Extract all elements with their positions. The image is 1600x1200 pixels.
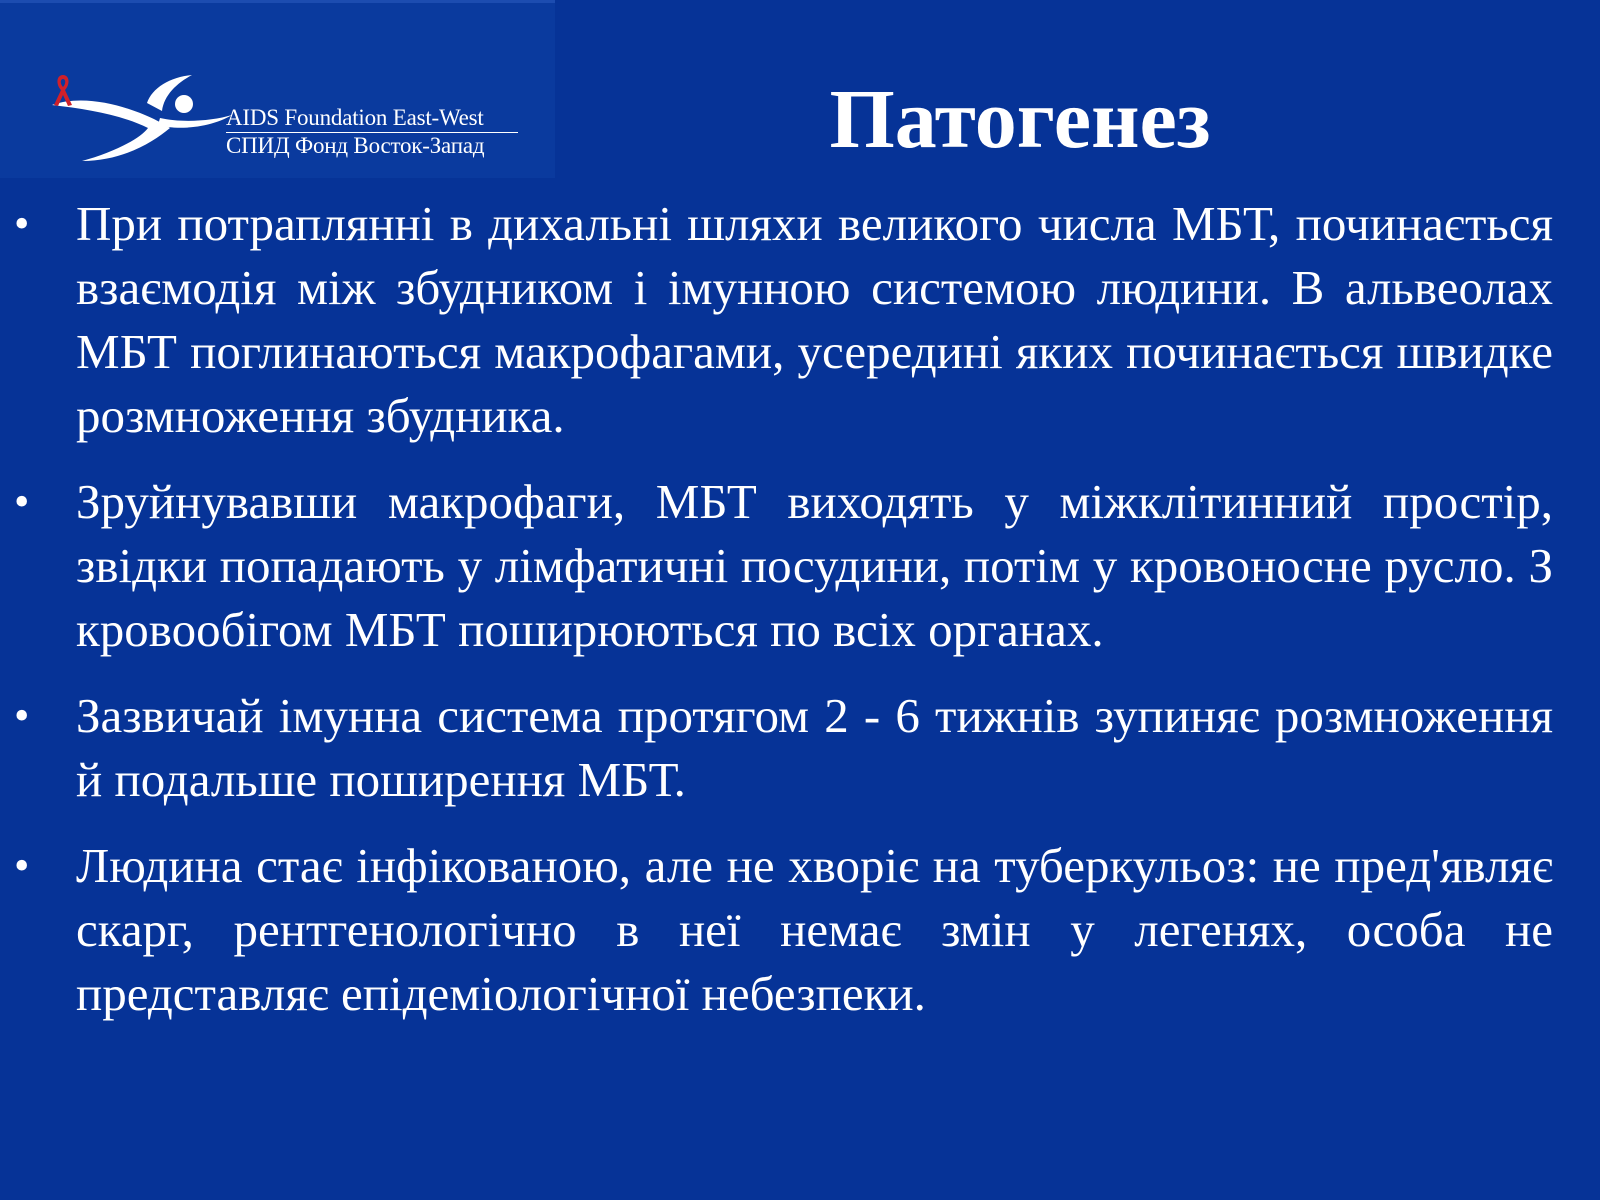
aids-foundation-logo-icon bbox=[52, 73, 232, 173]
bullet-text: Зазвичай імунна система протягом 2 - 6 тижнів зупиняє розмноження й подальше поширення МБТ. bbox=[76, 688, 1553, 807]
aids-foundation-logo bbox=[52, 73, 532, 173]
bullet-item bbox=[0, 192, 1600, 448]
bullet-marker: • bbox=[14, 691, 30, 740]
bullet-item bbox=[0, 684, 1600, 812]
bullet-list bbox=[0, 192, 1600, 1048]
bullet-text: Зруйнувавши макрофаги, МБТ виходять у міжклітинний простір, звідки попадають у лімфатичні посудини, потім у кровоносне русло. З кровообігом МБТ поширюються по всіх органах. bbox=[76, 474, 1553, 657]
bullet-item bbox=[0, 834, 1600, 1026]
bullet-marker: • bbox=[14, 477, 30, 526]
logo-line-english: AIDS Foundation East-West bbox=[226, 105, 518, 133]
red-ribbon-icon bbox=[52, 73, 74, 107]
bullet-text: При потраплянні в дихальні шляхи великого числа МБТ, починається взаємодія між збудником і імунною системою людини. В альвеолах МБТ поглинаються макрофагами, усередині яких починається швидке розмноження збудника. bbox=[76, 196, 1553, 443]
logo-line-russian: СПИД Фонд Восток-Запад bbox=[226, 133, 485, 158]
bullet-text: Людина стає інфікованою, але не хворіє на туберкульоз: не пред'являє скарг, рентгенологічно в неї немає змін у легенях, особа не представляє епідеміологічної небезпеки. bbox=[76, 838, 1553, 1021]
logo-text bbox=[226, 105, 518, 159]
bullet-marker: • bbox=[14, 841, 30, 890]
slide-title: Патогенез bbox=[829, 73, 1211, 166]
logo-panel bbox=[0, 0, 555, 178]
bullet-marker: • bbox=[14, 199, 30, 248]
bullet-item bbox=[0, 470, 1600, 662]
